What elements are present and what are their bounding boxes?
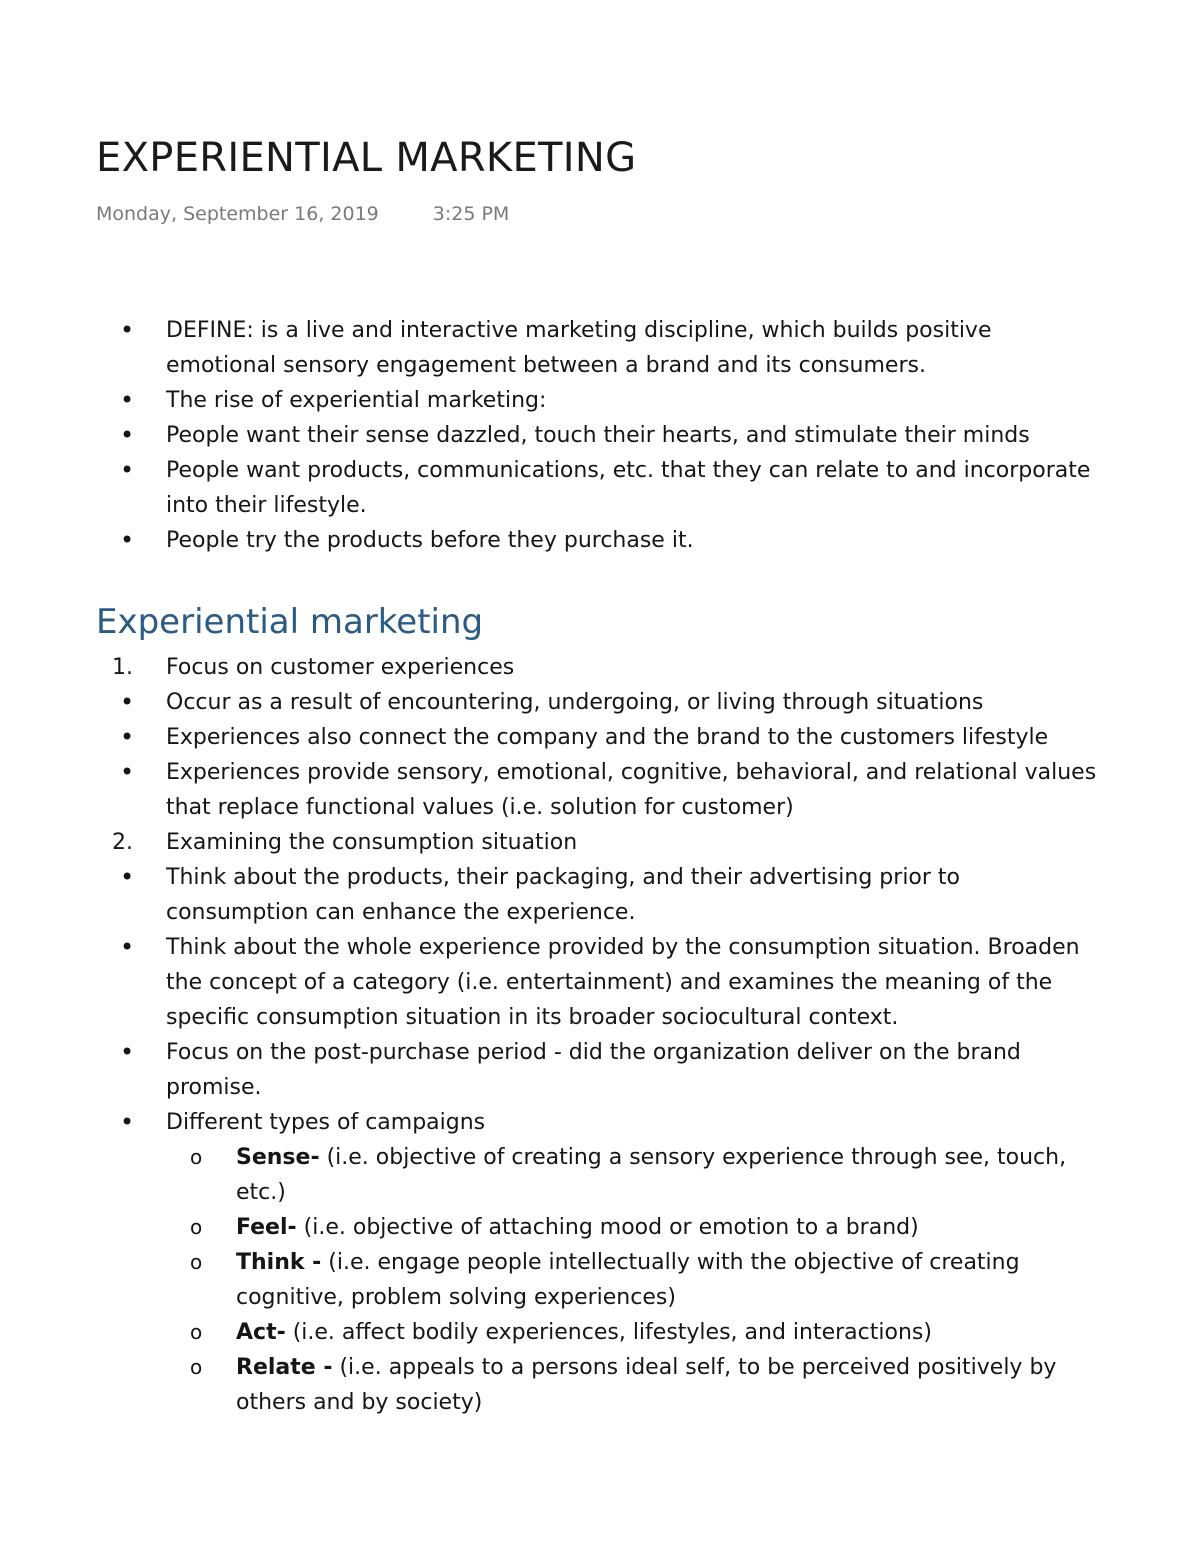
bullet-icon: •: [120, 316, 135, 344]
campaign-term: Think -: [236, 1250, 322, 1275]
section-body: [0, 650, 1200, 1445]
numbered-item: 2. Examining the consumption situation: [0, 825, 1200, 860]
campaign-term: Sense-: [236, 1145, 320, 1170]
list-item: • Think about the products, their packaging, and their advertising prior to consumption can enhance the experience.: [0, 860, 1200, 930]
bullet-icon: •: [120, 421, 135, 449]
bullet-icon: •: [120, 526, 135, 554]
list-item: • DEFINE: is a live and interactive marketing discipline, which builds positive emotional sensory engagement between a brand and its consumers.: [0, 313, 1200, 383]
list-item: • The rise of experiential marketing:: [0, 383, 1200, 418]
campaign-type-item: o Act- (i.e. affect bodily experiences, lifestyles, and interactions): [0, 1315, 1200, 1350]
campaign-term: Relate -: [236, 1355, 333, 1380]
campaign-term: Feel-: [236, 1215, 297, 1240]
list-item: • Experiences provide sensory, emotional, cognitive, behavioral, and relational values that replace functional values (i.e. solution for customer): [0, 755, 1200, 825]
list-number: 1.: [112, 655, 133, 680]
list-item: • People try the products before they purchase it.: [0, 523, 1200, 558]
circle-bullet-icon: o: [190, 1215, 203, 1239]
numbered-item: 1. Focus on customer experiences: [0, 650, 1200, 685]
circle-bullet-icon: o: [190, 1355, 203, 1379]
campaign-type-item: o Think - (i.e. engage people intellectually with the objective of creating cognitive, problem solving experiences): [0, 1245, 1200, 1315]
bullet-icon: •: [120, 1038, 135, 1066]
circle-bullet-icon: o: [190, 1145, 203, 1169]
bullet-icon: •: [120, 688, 135, 716]
list-item: • Occur as a result of encountering, undergoing, or living through situations: [0, 685, 1200, 720]
note-time: 3:25 PM: [432, 203, 510, 225]
list-item: • Focus on the post-purchase period - did the organization deliver on the brand promise.: [0, 1035, 1200, 1105]
bullet-icon: •: [120, 933, 135, 961]
bullet-icon: •: [120, 456, 135, 484]
list-item: • Experiences also connect the company and the brand to the customers lifestyle: [0, 720, 1200, 755]
circle-bullet-icon: o: [190, 1250, 203, 1274]
list-item: • People want their sense dazzled, touch their hearts, and stimulate their minds: [0, 418, 1200, 453]
campaign-type-item: o Relate - (i.e. appeals to a persons ideal self, to be perceived positively by others and by society): [0, 1350, 1200, 1420]
note-timestamp: [96, 200, 509, 228]
campaign-type-item: o Feel- (i.e. objective of attaching mood or emotion to a brand): [0, 1210, 1200, 1245]
bullet-icon: •: [120, 758, 135, 786]
circle-bullet-icon: o: [190, 1320, 203, 1344]
section-heading: Experiential marketing: [96, 602, 484, 642]
note-date: Monday, September 16, 2019: [96, 203, 379, 225]
bullet-icon: •: [120, 1108, 135, 1136]
campaign-term: Act-: [236, 1320, 286, 1345]
list-item: • Think about the whole experience provided by the consumption situation. Broaden the concept of a category (i.e. entertainment) and examines the meaning of the specific consumption situation in its broader sociocultural context.: [0, 930, 1200, 1035]
campaign-type-item: o Sense- (i.e. objective of creating a sensory experience through see, touch, etc.): [0, 1140, 1200, 1210]
bullet-icon: •: [120, 863, 135, 891]
intro-list: [0, 313, 1200, 558]
list-item: • People want products, communications, etc. that they can relate to and incorporate into their lifestyle.: [0, 453, 1200, 523]
list-number: 2.: [112, 830, 133, 855]
bullet-icon: •: [120, 723, 135, 751]
page-title: EXPERIENTIAL MARKETING: [96, 135, 637, 181]
bullet-icon: •: [120, 386, 135, 414]
list-item: • Different types of campaigns: [0, 1105, 1200, 1140]
